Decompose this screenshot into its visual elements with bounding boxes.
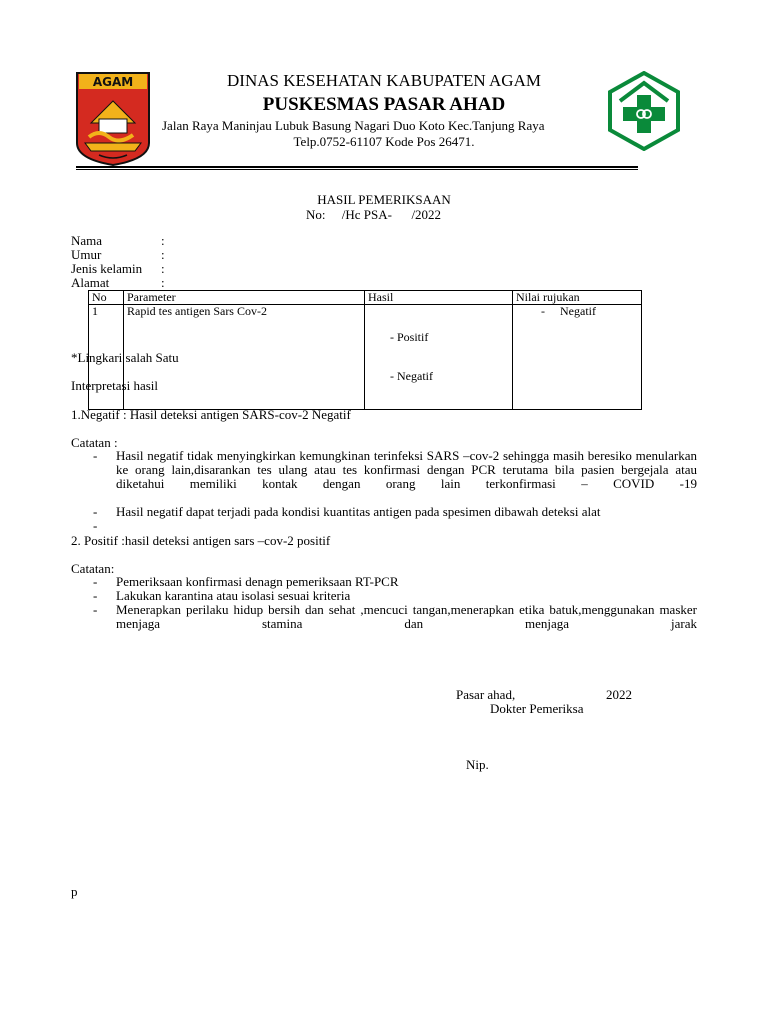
table-header-row [89,291,642,305]
svg-text:AGAM: AGAM [92,75,134,89]
clinic-name: PUSKESMAS PASAR AHAD [262,94,506,115]
positif-bullet-2: Lakukan karantina atau isolasi sesuai kriteria [116,588,351,603]
table-header-parameter: Parameter [124,291,365,305]
negatif-catatan-label: Catatan : [71,435,118,450]
bullet-dash: - [93,574,98,589]
bullet-dash: - [93,518,98,533]
field-label-nama: Nama [71,233,103,248]
positif-bullet-1: Pemeriksaan konfirmasi denagn pemeriksaan RT-PCR [116,574,399,589]
bullet-dash: - [93,448,98,463]
field-colon: : [161,261,165,276]
document-title: HASIL PEMERIKSAAN [317,192,451,207]
footer-char: p [71,884,78,899]
interpretation-title: Interpretasi hasil [71,378,158,393]
puskesmas-logo [608,71,680,151]
circle-note: *Lingkari salah Satu [71,350,179,365]
positif-bullet-3: Menerapkan perilaku hidup bersih dan sehat ,mencuci tangan,menerapkan etika batuk,menggunakan masker menjaga stamina dan menjaga jarak [116,602,697,631]
field-label-alamat: Alamat [71,275,110,290]
agency-name: DINAS KESEHATAN KABUPATEN AGAM [227,71,541,90]
field-colon: : [161,247,165,262]
field-label-umur: Umur [71,247,102,262]
signature-role: Dokter Pemeriksa [490,701,584,716]
field-label-jenis-kelamin: Jenis kelamin [71,261,143,276]
header-rule-thick [76,166,638,168]
clinic-address: Jalan Raya Maninjau Lubuk Basung Nagari Duo Koto Kec.Tanjung Raya [162,118,545,133]
table-header-hasil: Hasil [365,291,513,305]
negatif-bullet-2: Hasil negatif dapat terjadi pada kondisi kuantitas antigen pada spesimen dibawah deteksi alat [116,504,601,519]
bullet-dash: - [93,588,98,603]
document-number: No: /Hc PSA- /2022 [306,207,442,222]
field-colon: : [161,233,165,248]
table-cell-parameter: Rapid tes antigen Sars Cov-2 [124,305,365,410]
table-cell-rujukan: - Negatif [513,305,642,410]
table-header-nilai-rujukan: Nilai rujukan [513,291,642,305]
signature-nip: Nip. [466,757,489,772]
signature-year: 2022 [606,687,632,702]
clinic-contact: Telp.0752-61107 Kode Pos 26471. [293,134,475,149]
bullet-dash: - [93,504,98,519]
hasil-option-positif[interactable]: - Positif [390,330,429,344]
negatif-heading: 1.Negatif : Hasil deteksi antigen SARS-cov-2 Negatif [71,407,351,422]
positif-catatan-label: Catatan: [71,561,115,576]
hasil-option-negatif[interactable]: - Negatif [390,369,433,383]
negatif-bullet-1: Hasil negatif tidak menyingkirkan kemungkinan terinfeksi SARS –cov-2 sehingga masih beresiko menularkan ke orang lain,disarankan tes ulang atau tes konfirmasi dengan PCR terutama bila pasien bergejala atau diketahui memiliki kontak dengan orang lain terkonfirmasi – COVID -19 [116,448,697,491]
signature-place: Pasar ahad, [456,687,516,702]
table-cell-hasil [365,305,513,410]
header-rule-thin [76,169,638,170]
field-colon: : [161,275,165,290]
bullet-dash: - [93,602,98,617]
table-header-no: No [89,291,124,305]
table-cell-no: 1 [89,305,124,410]
positif-heading: 2. Positif :hasil deteksi antigen sars –cov-2 positif [71,533,331,548]
